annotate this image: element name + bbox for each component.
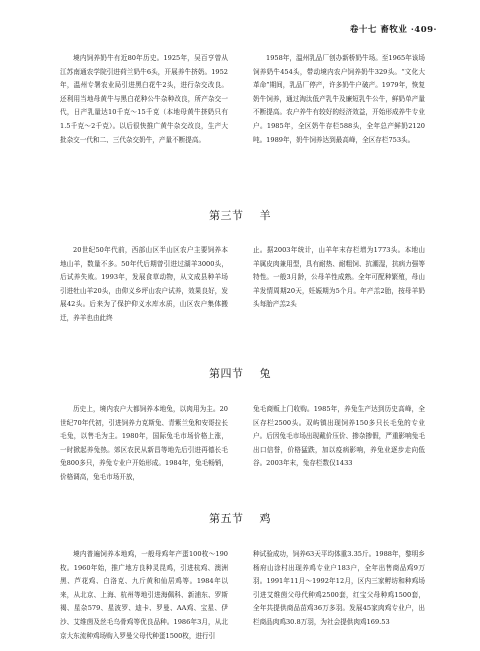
paragraph: 种试验成功，饲养63天平均体重3.35斤。1988年，黎明乡杨府山涂村出现养鸡专业户183户，全年出售商品鸡9万羽。1991年11月～1992年12月，区内三家孵坊和种鸡场引进艾维茵父母代种鸡2500套，红宝父母种鸡1500套，全年共提供商品苗鸡36万多羽。发展45家肉鸡专业户，出栏商品肉鸡30.8万羽，为社会提供肉鸡169.53 — [253, 550, 425, 626]
intro-left-column — [60, 52, 228, 178]
paragraph: 境内饲养奶牛有近80年历史。1925年，吴百亨曾从江苏南通农学院引进荷兰奶牛6头，开展养牛挤奶。1952年，温州专署农业局引进黑白花牛2头，进行杂交改良。还利用当地母黄牛与黑白花种公牛杂种改良，所产杂交一代，日产乳量达10千克～15千克（本地母黄牛挤奶只有1.5千克～2千克）。以后很快推广黄牛杂交改良，生产大批杂交一代和二、三代杂交奶牛，产量不断提高。 — [60, 54, 228, 144]
section-number: 第四节 — [209, 367, 244, 380]
paragraph: 止。据2003年统计，山羊年末存栏增为1773头。本地山羊属皮肉兼用型，具有耐热、耐粗饲、抗潮湿，抗病力强等特性。一般3月龄，公母羊性成熟。全年可配种繁殖，母山羊发情周期20天，妊娠期为5个月。年产羔2胎，按母羊奶头每胎产羔2头 — [253, 246, 425, 309]
section-number: 第五节 — [209, 512, 244, 525]
section-heading-rabbit — [0, 365, 480, 381]
section-title: 羊 — [259, 209, 271, 222]
rabbit-right-column — [253, 403, 425, 489]
paragraph: 历史上，境内农户大都饲养本地兔，以肉用为主。20世纪70年代初，引进饲养力克斯兔、青紫兰兔和安哥拉长毛兔，以售毛为主。1980年，国际兔毛市场价格上涨，一时掀起养兔热。郊区农民从新昌等地先后引进再德长毛兔800多只，养兔专业户开始形成。1984年，兔毛畅销，价格调高，兔毛市场开放， — [60, 405, 228, 481]
section-title: 鸡 — [259, 512, 271, 525]
paragraph: 境内普遍饲养本地鸡，一般母鸡年产蛋100枚～190枚。1960年始，推广地方良种灵昆鸡，引进杭鸡、澳洲黑、芦花鸡、白洛克、九斤黄和仙居鸡等。1984年以来，从北京、上海、杭州等地引进海佩科、新浦东、罗斯褐、星杂579、星波罗、迪卡、罗曼、AA鸡、宝星、伊沙、艾维茵及丝毛乌骨鸡等优良品种。1986年3月，从北京大东流种鸡场购入罗曼父母代种蛋1500枚，进行引 — [60, 550, 228, 640]
sheep-right-column — [253, 244, 425, 344]
paragraph: 兔毛商贩上门收购。1985年，养兔生产达到历史高峰，全区存栏2500头。双屿镇出现饲养150多只长毛兔的专业户。后因兔毛市场出现戴价压价、掺杂掺假，严重影响兔毛出口信誉，价格猛跌，加以疫病影响，养兔业逐步走向低谷。2003年末，兔存栏数仅1433 — [253, 405, 425, 468]
section-heading-chicken — [0, 510, 480, 526]
section-number: 第三节 — [209, 209, 244, 222]
section-heading-sheep — [0, 207, 480, 223]
page-header: 卷十七 畜牧业 ·409· — [349, 25, 437, 35]
section-title: 兔 — [259, 367, 271, 380]
paragraph: 1958年，温州乳品厂创办新桥奶牛场。至1965年该场饲养奶牛454头，带动境内农户饲养奶牛329头。“文化大革命”期间，乳品厂停产，许多奶牛户破产。1979年，恢复奶牛饲养，通过淘汰低产乳牛及廉短乳牛公牛，鲜奶单产量不断提高。农户养牛有较好的经济效益，开始形成养牛专业户。1985年，全区奶牛存栏588头，全年总产鲜奶2120吨。1989年，奶牛饲养达到最高峰，全区存栏753头。 — [253, 54, 425, 144]
chicken-left-column — [60, 548, 228, 648]
chicken-right-column — [253, 548, 425, 648]
sheep-left-column — [60, 244, 228, 344]
paragraph: 20世纪50年代前，西部山区半山区农户主要饲养本地山羊，数量不多。50年代后期曾引进过湖羊3000头，后试养失败。1993年，发展食草动物，从文成县种羊场引进牡山羊20头，由仰义乡坪山农户试养，效果良好，发展42头。后来为了保护仰义水库水质，山区农户集体搬迁，养羊也由此终 — [60, 246, 228, 322]
intro-right-column — [253, 52, 425, 178]
rabbit-left-column — [60, 403, 228, 489]
